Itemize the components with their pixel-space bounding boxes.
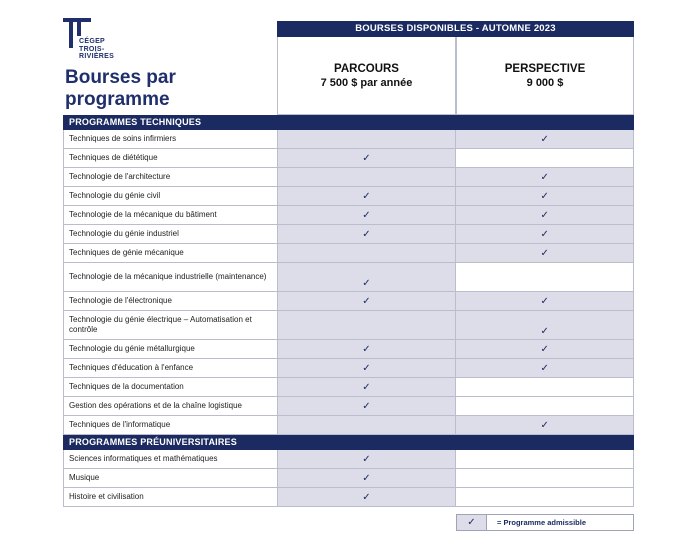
parcours-cell — [278, 416, 457, 434]
table-row — [63, 206, 634, 225]
logo-line-1: CÉGEP — [79, 38, 106, 45]
title-line-1: Bourses par — [65, 67, 176, 88]
table-row — [63, 187, 634, 206]
parcours-cell — [278, 206, 457, 224]
table-row — [63, 225, 634, 244]
logo-line-3: RIVIÈRES — [79, 53, 115, 60]
table-row — [63, 450, 634, 469]
parcours-check-icon: ✓ — [362, 209, 371, 221]
parcours-amount: 7 500 $ par année — [320, 76, 413, 89]
program-name: Technologie du génie civil — [64, 187, 278, 205]
parcours-cell — [278, 187, 457, 205]
program-name: Technologie du génie industriel — [64, 225, 278, 243]
perspective-cell — [456, 450, 633, 468]
perspective-cell — [456, 488, 633, 506]
program-name: Musique — [64, 469, 278, 487]
table-row — [63, 488, 634, 507]
perspective-cell — [456, 292, 633, 310]
parcours-check-icon: ✓ — [362, 278, 371, 289]
program-name: Technologie du génie électrique – Automatisation et contrôle — [64, 311, 278, 339]
perspective-check-icon: ✓ — [540, 209, 549, 221]
parcours-cell — [278, 149, 457, 167]
perspective-cell — [456, 168, 633, 186]
perspective-cell — [456, 416, 633, 434]
parcours-check-icon: ✓ — [362, 453, 371, 465]
parcours-cell — [278, 397, 457, 415]
program-name: Sciences informatiques et mathématiques — [64, 450, 278, 468]
table-row — [63, 378, 634, 397]
perspective-cell — [456, 340, 633, 358]
perspective-check-icon: ✓ — [540, 171, 549, 183]
perspective-cell — [456, 149, 633, 167]
parcours-check-icon: ✓ — [362, 190, 371, 202]
perspective-check-icon: ✓ — [540, 295, 549, 307]
parcours-cell — [278, 378, 457, 396]
logo-text — [79, 38, 114, 61]
table-row — [63, 149, 634, 168]
legend-swatch — [457, 515, 487, 530]
program-name: Gestion des opérations et de la chaîne logistique — [64, 397, 278, 415]
perspective-check-icon: ✓ — [540, 343, 549, 355]
program-name: Techniques de diététique — [64, 149, 278, 167]
perspective-cell — [456, 311, 633, 339]
title-line-2: programme — [65, 89, 170, 110]
perspective-name: PERSPECTIVE — [504, 62, 586, 75]
program-name: Technologie de l'électronique — [64, 292, 278, 310]
table-row — [63, 359, 634, 378]
program-name: Techniques d'éducation à l'enfance — [64, 359, 278, 377]
program-name: Techniques de soins infirmiers — [64, 130, 278, 148]
logo-line-2: TROIS- — [79, 45, 105, 53]
parcours-cell — [278, 488, 457, 506]
techniques-rows — [63, 130, 634, 435]
table-row — [63, 244, 634, 263]
preuniversitaires-rows — [63, 450, 634, 507]
parcours-cell — [278, 450, 457, 468]
header-perspective — [456, 37, 634, 115]
perspective-cell — [456, 225, 633, 243]
perspective-cell — [456, 397, 633, 415]
perspective-cell — [456, 469, 633, 487]
perspective-cell — [456, 206, 633, 224]
perspective-check-icon: ✓ — [540, 228, 549, 240]
perspective-amount: 9 000 $ — [526, 76, 564, 89]
parcours-cell — [278, 311, 457, 339]
parcours-check-icon: ✓ — [362, 228, 371, 240]
program-name: Technologie du génie métallurgique — [64, 340, 278, 358]
perspective-cell — [456, 187, 633, 205]
perspective-check-icon: ✓ — [540, 362, 549, 374]
perspective-cell — [456, 359, 633, 377]
table-row — [63, 292, 634, 311]
section-preuniversitaires: PROGRAMMES PRÉUNIVERSITAIRES — [63, 435, 634, 450]
table-row — [63, 130, 634, 149]
perspective-cell — [456, 263, 633, 291]
program-name: Techniques de l'informatique — [64, 416, 278, 434]
parcours-cell — [278, 340, 457, 358]
parcours-cell — [278, 225, 457, 243]
parcours-check-icon: ✓ — [362, 152, 371, 164]
table-row — [63, 340, 634, 359]
cegep-logo — [63, 18, 133, 68]
parcours-cell — [278, 130, 457, 148]
parcours-cell — [278, 469, 457, 487]
perspective-check-icon: ✓ — [540, 190, 549, 202]
parcours-check-icon: ✓ — [362, 381, 371, 393]
programs-table — [63, 115, 634, 507]
perspective-cell — [456, 378, 633, 396]
table-row — [63, 168, 634, 187]
program-name: Technologie de l'architecture — [64, 168, 278, 186]
program-name: Technologie de la mécanique du bâtiment — [64, 206, 278, 224]
parcours-name: PARCOURS — [334, 62, 399, 75]
parcours-check-icon: ✓ — [362, 343, 371, 355]
section-techniques: PROGRAMMES TECHNIQUES — [63, 115, 634, 130]
parcours-check-icon: ✓ — [362, 491, 371, 503]
parcours-cell — [278, 168, 457, 186]
parcours-cell — [278, 359, 457, 377]
perspective-check-icon: ✓ — [540, 326, 549, 337]
parcours-check-icon: ✓ — [362, 472, 371, 484]
program-name: Techniques de génie mécanique — [64, 244, 278, 262]
parcours-cell — [278, 244, 457, 262]
perspective-check-icon: ✓ — [540, 247, 549, 259]
perspective-cell — [456, 130, 633, 148]
table-row — [63, 311, 634, 340]
page-title — [65, 67, 265, 111]
parcours-cell — [278, 292, 457, 310]
perspective-check-icon: ✓ — [540, 419, 549, 431]
perspective-cell — [456, 244, 633, 262]
table-row — [63, 397, 634, 416]
parcours-check-icon: ✓ — [362, 362, 371, 374]
parcours-cell — [278, 263, 457, 291]
program-name: Techniques de la documentation — [64, 378, 278, 396]
legend — [456, 514, 634, 531]
table-row — [63, 416, 634, 435]
table-row — [63, 469, 634, 488]
parcours-check-icon: ✓ — [362, 295, 371, 307]
program-name: Technologie de la mécanique industrielle (maintenance) — [64, 263, 278, 291]
parcours-check-icon: ✓ — [362, 400, 371, 412]
table-row — [63, 263, 634, 292]
header-band: BOURSES DISPONIBLES - AUTOMNE 2023 — [277, 21, 634, 37]
header-parcours — [277, 37, 456, 115]
program-name: Histoire et civilisation — [64, 488, 278, 506]
legend-label: = Programme admissible — [497, 518, 586, 527]
perspective-check-icon: ✓ — [540, 133, 549, 145]
legend-check-icon: ✓ — [467, 517, 476, 528]
